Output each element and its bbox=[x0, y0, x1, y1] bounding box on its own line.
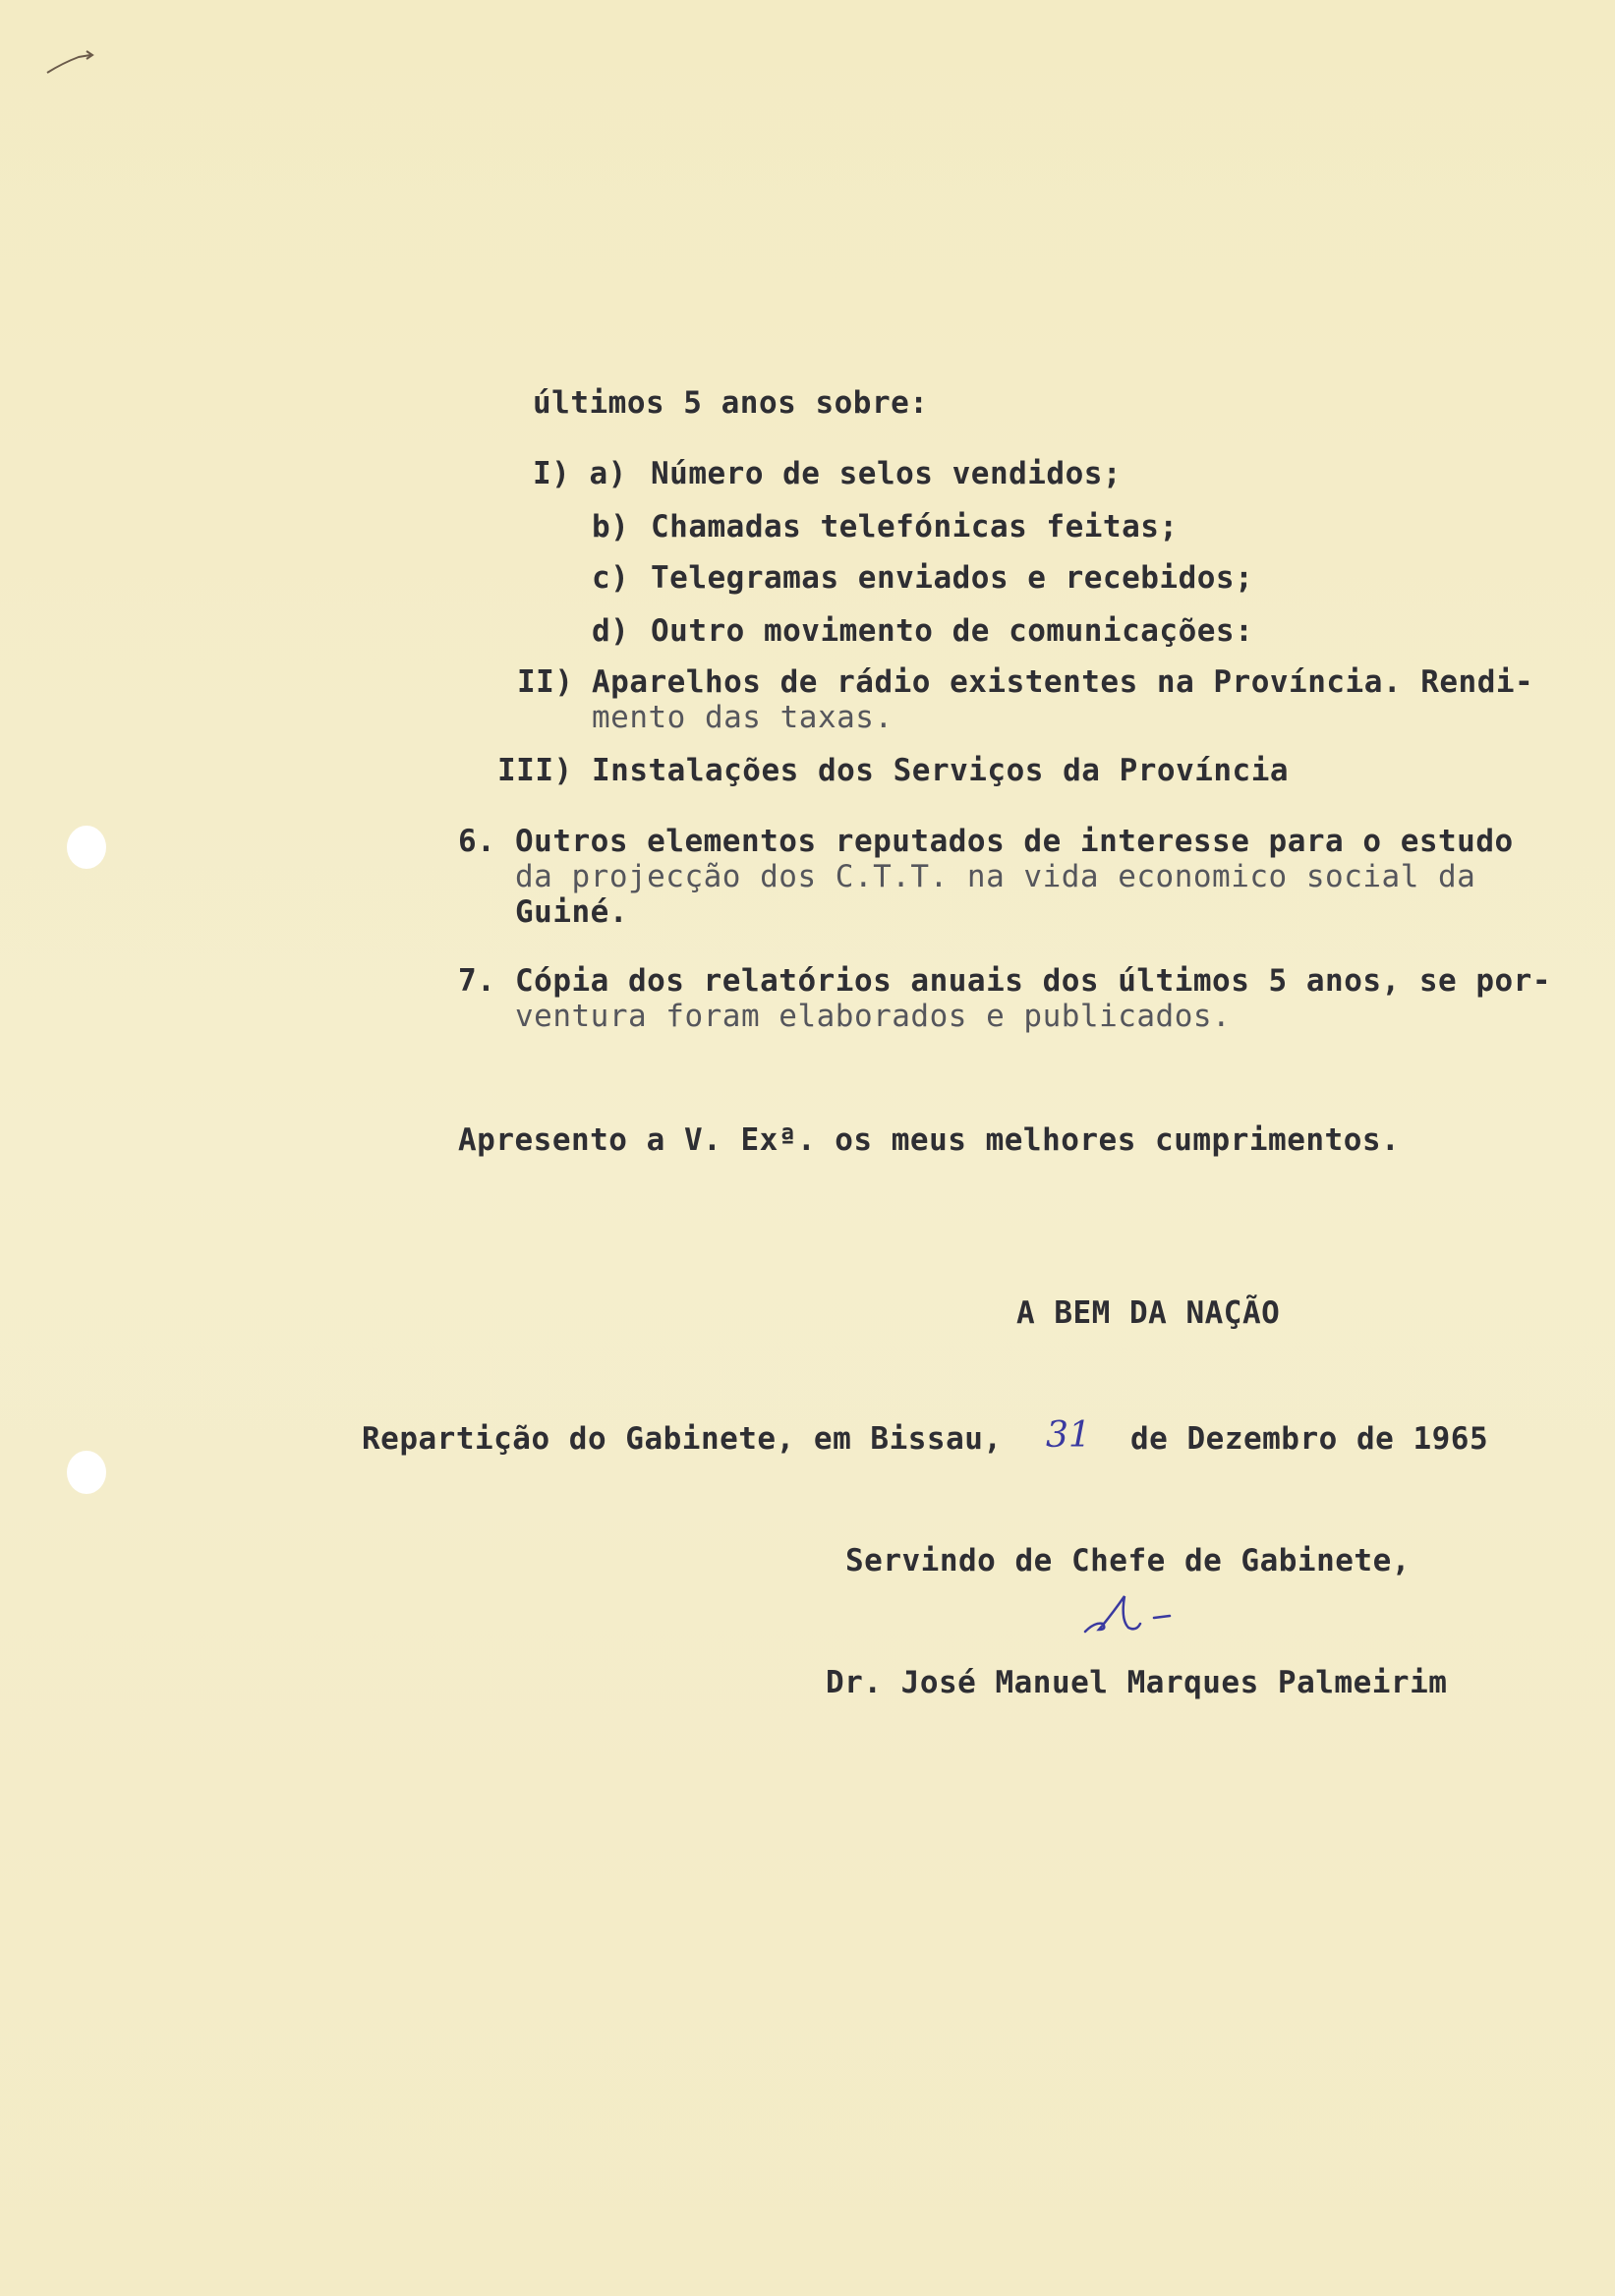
signatory-role: Servindo de Chefe de Gabinete, bbox=[845, 1543, 1411, 1578]
item-6-line3: Guiné. bbox=[515, 894, 628, 930]
motto: A BEM DA NAÇÃO bbox=[1016, 1295, 1281, 1331]
item-III-text: Instalações dos Serviços da Província bbox=[592, 753, 1290, 788]
item-I-d-text: Outro movimento de comunicações: bbox=[651, 613, 1254, 649]
item-6-line1: Outros elementos reputados de interesse para o estudo bbox=[515, 824, 1514, 859]
signatory-name: Dr. José Manuel Marques Palmeirim bbox=[826, 1665, 1448, 1700]
item-II-marker: II) bbox=[517, 664, 574, 700]
punch-hole-top bbox=[67, 826, 106, 869]
corner-mark-icon bbox=[43, 49, 102, 79]
item-I-d-marker: d) bbox=[592, 613, 630, 649]
item-I-c-text: Telegramas enviados e recebidos; bbox=[651, 560, 1254, 596]
item-III-marker: III) bbox=[497, 753, 573, 788]
item-6-marker: 6. bbox=[458, 824, 496, 859]
punch-hole-bottom bbox=[67, 1451, 106, 1494]
date-day-handwritten: 31 bbox=[1046, 1415, 1091, 1456]
item-I-a-text: Número de selos vendidos; bbox=[651, 456, 1123, 491]
intro-line: últimos 5 anos sobre: bbox=[533, 385, 929, 421]
item-II-line2: mento das taxas. bbox=[592, 700, 894, 735]
item-6-line2: da projecção dos C.T.T. na vida economico social da bbox=[515, 859, 1476, 894]
date-line-prefix: Repartição do Gabinete, em Bissau, bbox=[362, 1421, 1003, 1457]
item-7-line1: Cópia dos relatórios anuais dos últimos 5 anos, se por- bbox=[515, 963, 1551, 999]
date-line-suffix: de Dezembro de 1965 bbox=[1130, 1421, 1489, 1457]
item-7-marker: 7. bbox=[458, 963, 496, 999]
item-II-line1: Aparelhos de rádio existentes na Província. Rendi- bbox=[592, 664, 1534, 700]
item-I-c-marker: c) bbox=[592, 560, 630, 596]
signature-scribble bbox=[1081, 1590, 1189, 1639]
item-7-line2: ventura foram elaborados e publicados. bbox=[515, 999, 1232, 1034]
item-I-a-marker: I) a) bbox=[533, 456, 627, 491]
item-I-b-marker: b) bbox=[592, 509, 630, 545]
item-I-b-text: Chamadas telefónicas feitas; bbox=[651, 509, 1179, 545]
closing-line: Apresento a V. Exª. os meus melhores cumprimentos. bbox=[458, 1122, 1401, 1158]
